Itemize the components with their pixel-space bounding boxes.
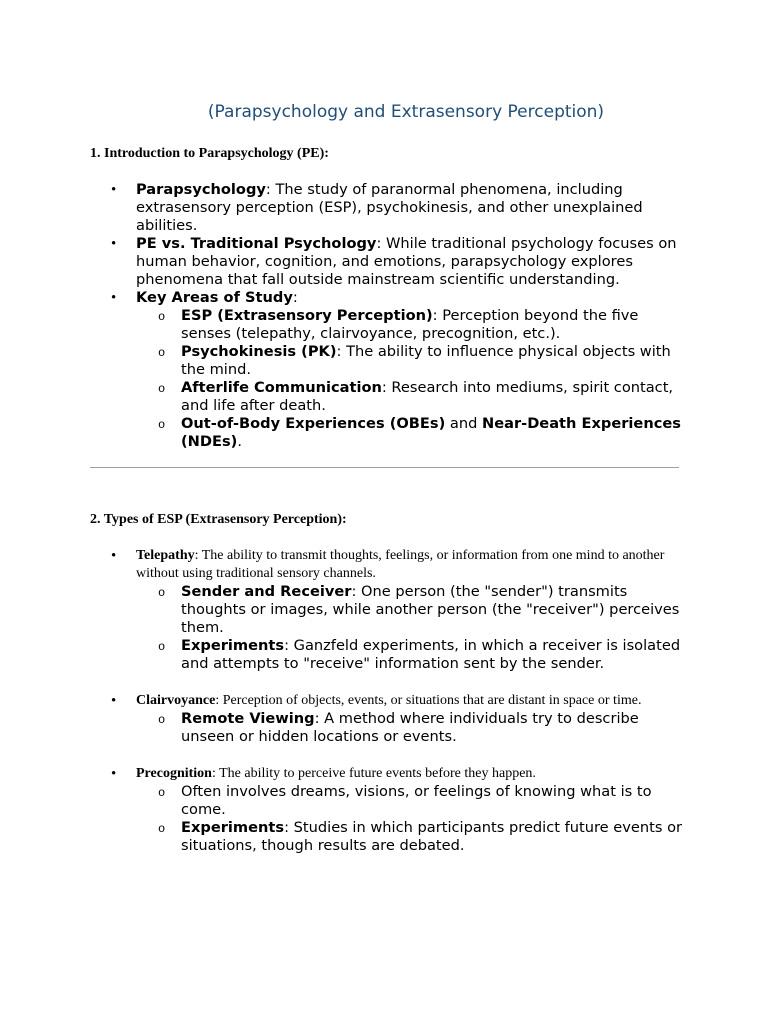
sub-list-item xyxy=(136,307,690,343)
definition: : Perception of objects, events, or situations that are distant in space or time. xyxy=(215,693,642,708)
term: Afterlife Communication xyxy=(181,379,382,396)
sub-list xyxy=(136,783,690,855)
term: ESP (Extrasensory Perception) xyxy=(181,307,433,324)
term: Experiments xyxy=(181,637,285,654)
definition: : Studies in which participants predict future events or situations, though results are debated. xyxy=(181,819,683,854)
sub-list-item xyxy=(136,343,690,379)
term: Precognition xyxy=(136,766,212,781)
term: Psychokinesis (PK) xyxy=(181,343,337,360)
sub-list-item xyxy=(136,819,690,855)
definition: : The ability to transmit thoughts, feelings, or information from one mind to another without using traditional sensory channels. xyxy=(136,548,665,581)
term: Out-of-Body Experiences (OBEs) xyxy=(181,415,446,432)
term: Parapsychology xyxy=(136,181,266,198)
section-1-list xyxy=(90,181,690,451)
definition: : Ganzfeld experiments, in which a receiver is isolated and attempts to "receive" information sent by the sender. xyxy=(181,637,681,672)
term: Key Areas of Study xyxy=(136,289,293,306)
connector: and xyxy=(445,415,482,432)
sub-list-item xyxy=(136,583,690,637)
section-1-heading: 1. Introduction to Parapsychology (PE): xyxy=(90,146,329,161)
sub-list-item xyxy=(136,637,690,673)
definition: : The ability to perceive future events before they happen. xyxy=(211,766,536,781)
sub-list xyxy=(136,583,690,673)
sub-list xyxy=(136,710,690,746)
sub-list-item xyxy=(136,415,690,451)
sub-list-item xyxy=(136,710,690,746)
section-divider xyxy=(90,467,679,468)
term: Remote Viewing xyxy=(181,710,315,727)
definition: : While traditional psychology focuses on human behavior, cognition, and emotions, parapsychology explores phenomena that fall outside mainstream scientific understanding. xyxy=(136,235,677,288)
definition: : The study of paranormal phenomena, including extrasensory perception (ESP), psychokinesis, and other unexplained abilities. xyxy=(136,181,643,234)
term: Near-Death Experiences (NDEs) xyxy=(181,415,681,450)
list-item xyxy=(90,692,690,765)
definition: : A method where individuals try to describe unseen or hidden locations or events. xyxy=(181,710,639,745)
section-2-list xyxy=(90,547,690,855)
sub-list-item xyxy=(136,379,690,415)
definition: : One person (the "sender") transmits thoughts or images, while another person (the "receiver") perceives them. xyxy=(181,583,680,636)
list-item xyxy=(90,547,690,692)
term: Experiments xyxy=(181,819,285,836)
list-item xyxy=(90,289,690,451)
definition: : xyxy=(292,289,298,306)
document-title: (Parapsychology and Extrasensory Perception) xyxy=(207,102,605,122)
list-item xyxy=(90,765,690,855)
definition: : Perception beyond the five senses (telepathy, clairvoyance, precognition, etc.). xyxy=(181,307,639,342)
term: Sender and Receiver xyxy=(181,583,352,600)
spacer xyxy=(136,673,690,692)
term: Telepathy xyxy=(136,548,195,563)
definition: . xyxy=(237,433,242,450)
list-item xyxy=(90,181,690,235)
definition: : The ability to influence physical objects with the mind. xyxy=(181,343,671,378)
section-2-heading: 2. Types of ESP (Extrasensory Perception): xyxy=(90,512,347,527)
definition: Often involves dreams, visions, or feelings of knowing what is to come. xyxy=(181,783,652,818)
definition: : Research into mediums, spirit contact, and life after death. xyxy=(181,379,674,414)
list-item xyxy=(90,235,690,289)
sub-list-item xyxy=(136,783,690,819)
term: PE vs. Traditional Psychology xyxy=(136,235,377,252)
sub-list xyxy=(136,307,690,451)
term: Clairvoyance xyxy=(136,693,216,708)
spacer xyxy=(136,746,690,765)
